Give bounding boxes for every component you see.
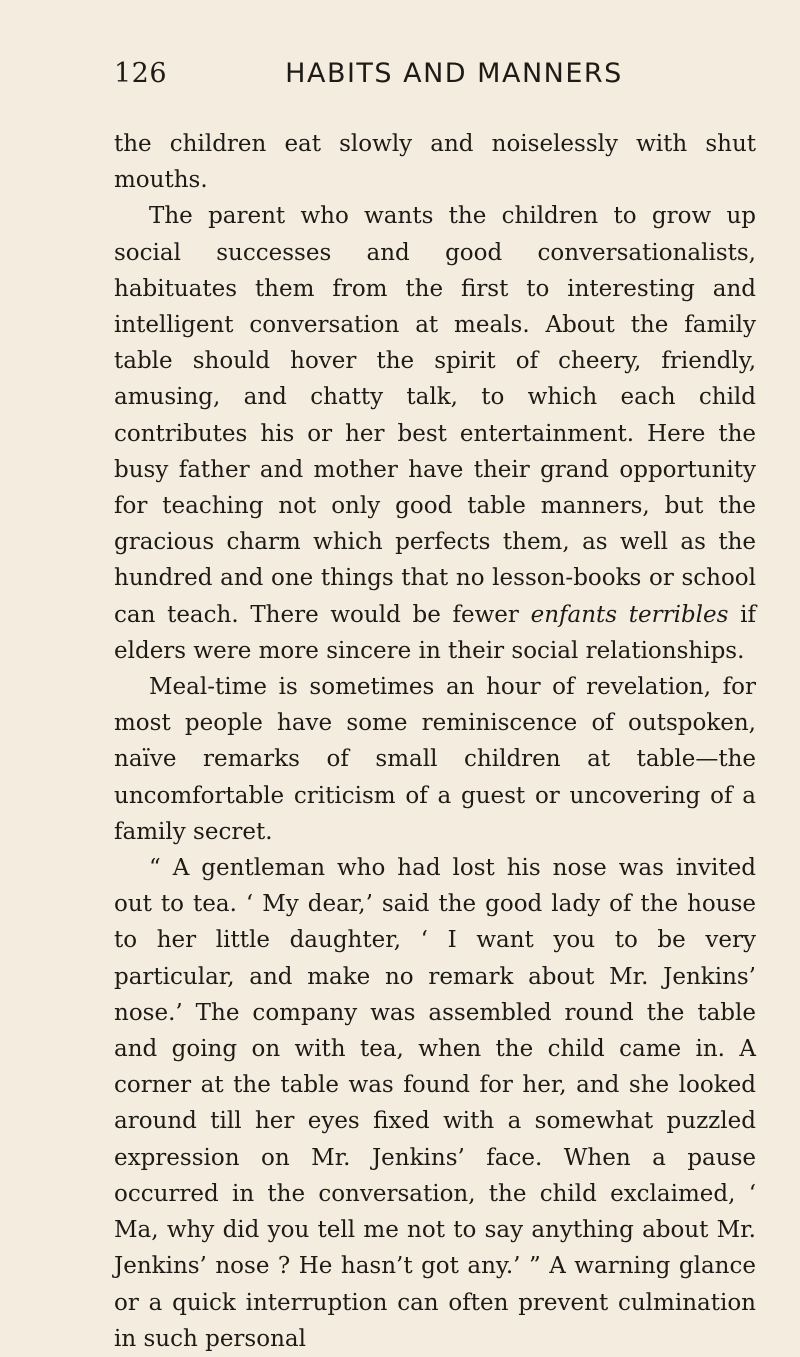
paragraph-continuation: the children eat slowly and noiselessly with shut mouths. <box>114 131 756 194</box>
paragraph-revelation: Meal-time is sometimes an hour of revelation, for most people have some reminiscence of outspoken, naïve remarks of small children at table—the uncomfortable criticism of a guest or uncovering of a family secret. <box>114 674 756 845</box>
body-text <box>114 126 756 1357</box>
running-head: HABITS AND MANNERS <box>285 58 623 89</box>
page-header <box>114 58 754 98</box>
paragraph-conversation-main: The parent who wants the children to grow up social successes and good conversationalists, habituates them from the first to interesting and intelligent conversation at meals. About the family table should hover the spirit of cheery, friendly, amusing, and chatty talk, to which each child contributes his or her best entertainment. Here the busy father and mother have their grand opportunity for teaching not only good table manners, but the gracious charm which perfects them, as well as the hundred and one things that no lesson-books or school can teach. There would be fewer <box>114 203 756 628</box>
paragraph-conversation <box>114 198 756 669</box>
paragraph-conversation-end: if elders were more sincere in their social relationships. <box>114 601 756 664</box>
paragraph-anecdote: “ A gentleman who had lost his nose was invited out to tea. ‘ My dear,’ said the good lady of the house to her little daughter, ‘ I want you to be very particular, and make no remark about Mr. Jenkins’ nose.’ The company was assembled round the table and going on with tea, when the child came in. A corner at the table was found for her, and she looked around till her eyes fixed with a somewhat puzzled expression on Mr. Jenkins’ face. When a pause occurred in the conversation, the child exclaimed, ‘ Ma, why did you tell me not to say anything about Mr. Jenkins’ nose ? He hasn’t got any.’ ” A warning glance or a quick interruption can often prevent culmination in such personal <box>114 855 756 1352</box>
page-number: 126 <box>114 58 168 89</box>
italic-phrase: enfants terribles <box>530 601 729 628</box>
